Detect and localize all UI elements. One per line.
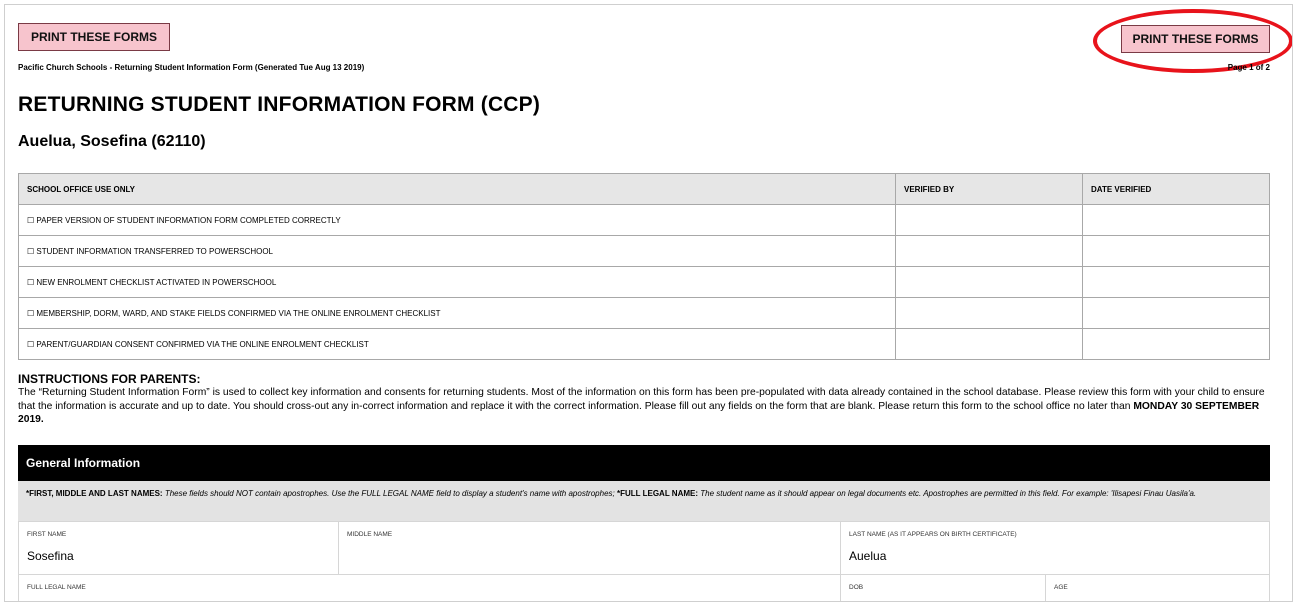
table-row: [19, 267, 1270, 298]
field-label: LAST NAME (AS IT APPEARS ON BIRTH CERTIFICATE): [849, 531, 1017, 538]
field-label: DOB: [849, 584, 864, 591]
print-forms-button[interactable]: PRINT THESE FORMS: [18, 23, 170, 51]
print-forms-button-right[interactable]: PRINT THESE FORMS: [1121, 25, 1270, 53]
student-name-heading: Auelua, Sosefina (62110): [18, 133, 206, 150]
field-label: FULL LEGAL NAME: [27, 584, 86, 591]
date-verified-cell: [1083, 298, 1270, 329]
dob-field[interactable]: [840, 574, 1046, 602]
table-header: DATE VERIFIED: [1083, 174, 1270, 205]
note-label: *FULL LEGAL NAME:: [616, 489, 699, 498]
table-row: [19, 236, 1270, 267]
last-name-field[interactable]: [840, 521, 1270, 575]
field-value: Sosefina: [27, 549, 74, 563]
date-verified-cell: [1083, 329, 1270, 360]
names-note: [18, 481, 1270, 521]
instructions-body: The “Returning Student Information Form” is used to collect key information and consents for returning students. Most of the information on this form has been pre-populated with data already contained in the school database. Please review this form with your child to ensure that the information is accurate and up to date. You should cross-out any in-correct information and replace it with the correct information. Please fill out any fields on the form that are blank. Please return this form to the school office no later than: [18, 387, 1265, 412]
date-verified-cell: [1083, 267, 1270, 298]
field-label: FIRST NAME: [27, 531, 67, 538]
checklist-item: ☐ PARENT/GUARDIAN CONSENT CONFIRMED VIA THE ONLINE ENROLMENT CHECKLIST: [19, 329, 896, 360]
first-name-field[interactable]: [18, 521, 339, 575]
date-verified-cell: [1083, 236, 1270, 267]
verified-by-cell: [896, 236, 1083, 267]
full-legal-name-field[interactable]: [18, 574, 841, 602]
note-label: *FIRST, MIDDLE AND LAST NAMES:: [26, 489, 163, 498]
table-row: [19, 205, 1270, 236]
instructions-heading: INSTRUCTIONS FOR PARENTS:: [18, 372, 201, 386]
section-header-general-information: General Information: [18, 445, 1270, 481]
field-label: MIDDLE NAME: [347, 531, 393, 538]
return-deadline: MONDAY 30 SEPTEMBER 2019.: [18, 400, 1260, 425]
instructions-text: [18, 386, 1273, 427]
table-header-row: [19, 174, 1270, 205]
verified-by-cell: [896, 267, 1083, 298]
table-header: SCHOOL OFFICE USE ONLY: [19, 174, 896, 205]
verified-by-cell: [896, 329, 1083, 360]
note-text: These fields should NOT contain apostrophes. Use the FULL LEGAL NAME field to display a student's name with apostrophes;: [162, 489, 617, 498]
verified-by-cell: [896, 298, 1083, 329]
checklist-item: ☐ NEW ENROLMENT CHECKLIST ACTIVATED IN POWERSCHOOL: [19, 267, 896, 298]
table-row: [19, 298, 1270, 329]
page-indicator: Page 1 of 2: [1227, 63, 1270, 72]
document-page: [4, 4, 1293, 602]
table-header: VERIFIED BY: [896, 174, 1083, 205]
age-field[interactable]: [1045, 574, 1270, 602]
page-title: RETURNING STUDENT INFORMATION FORM (CCP): [18, 93, 541, 116]
note-text: The student name as it should appear on legal documents etc. Apostrophes are permitted in this field. For example: 'Ilisapesi Finau Uasila'a.: [698, 489, 1197, 498]
table-row: [19, 329, 1270, 360]
form-generated-meta: Pacific Church Schools - Returning Student Information Form (Generated Tue Aug 13 2019): [18, 63, 365, 72]
field-label: AGE: [1054, 584, 1068, 591]
checklist-item: ☐ PAPER VERSION OF STUDENT INFORMATION FORM COMPLETED CORRECTLY: [19, 205, 896, 236]
field-value: Auelua: [849, 549, 887, 563]
school-office-table: [18, 173, 1270, 360]
verified-by-cell: [896, 205, 1083, 236]
checklist-item: ☐ STUDENT INFORMATION TRANSFERRED TO POWERSCHOOL: [19, 236, 896, 267]
date-verified-cell: [1083, 205, 1270, 236]
checklist-item: ☐ MEMBERSHIP, DORM, WARD, AND STAKE FIELDS CONFIRMED VIA THE ONLINE ENROLMENT CHECKLIST: [19, 298, 896, 329]
middle-name-field[interactable]: [338, 521, 841, 575]
